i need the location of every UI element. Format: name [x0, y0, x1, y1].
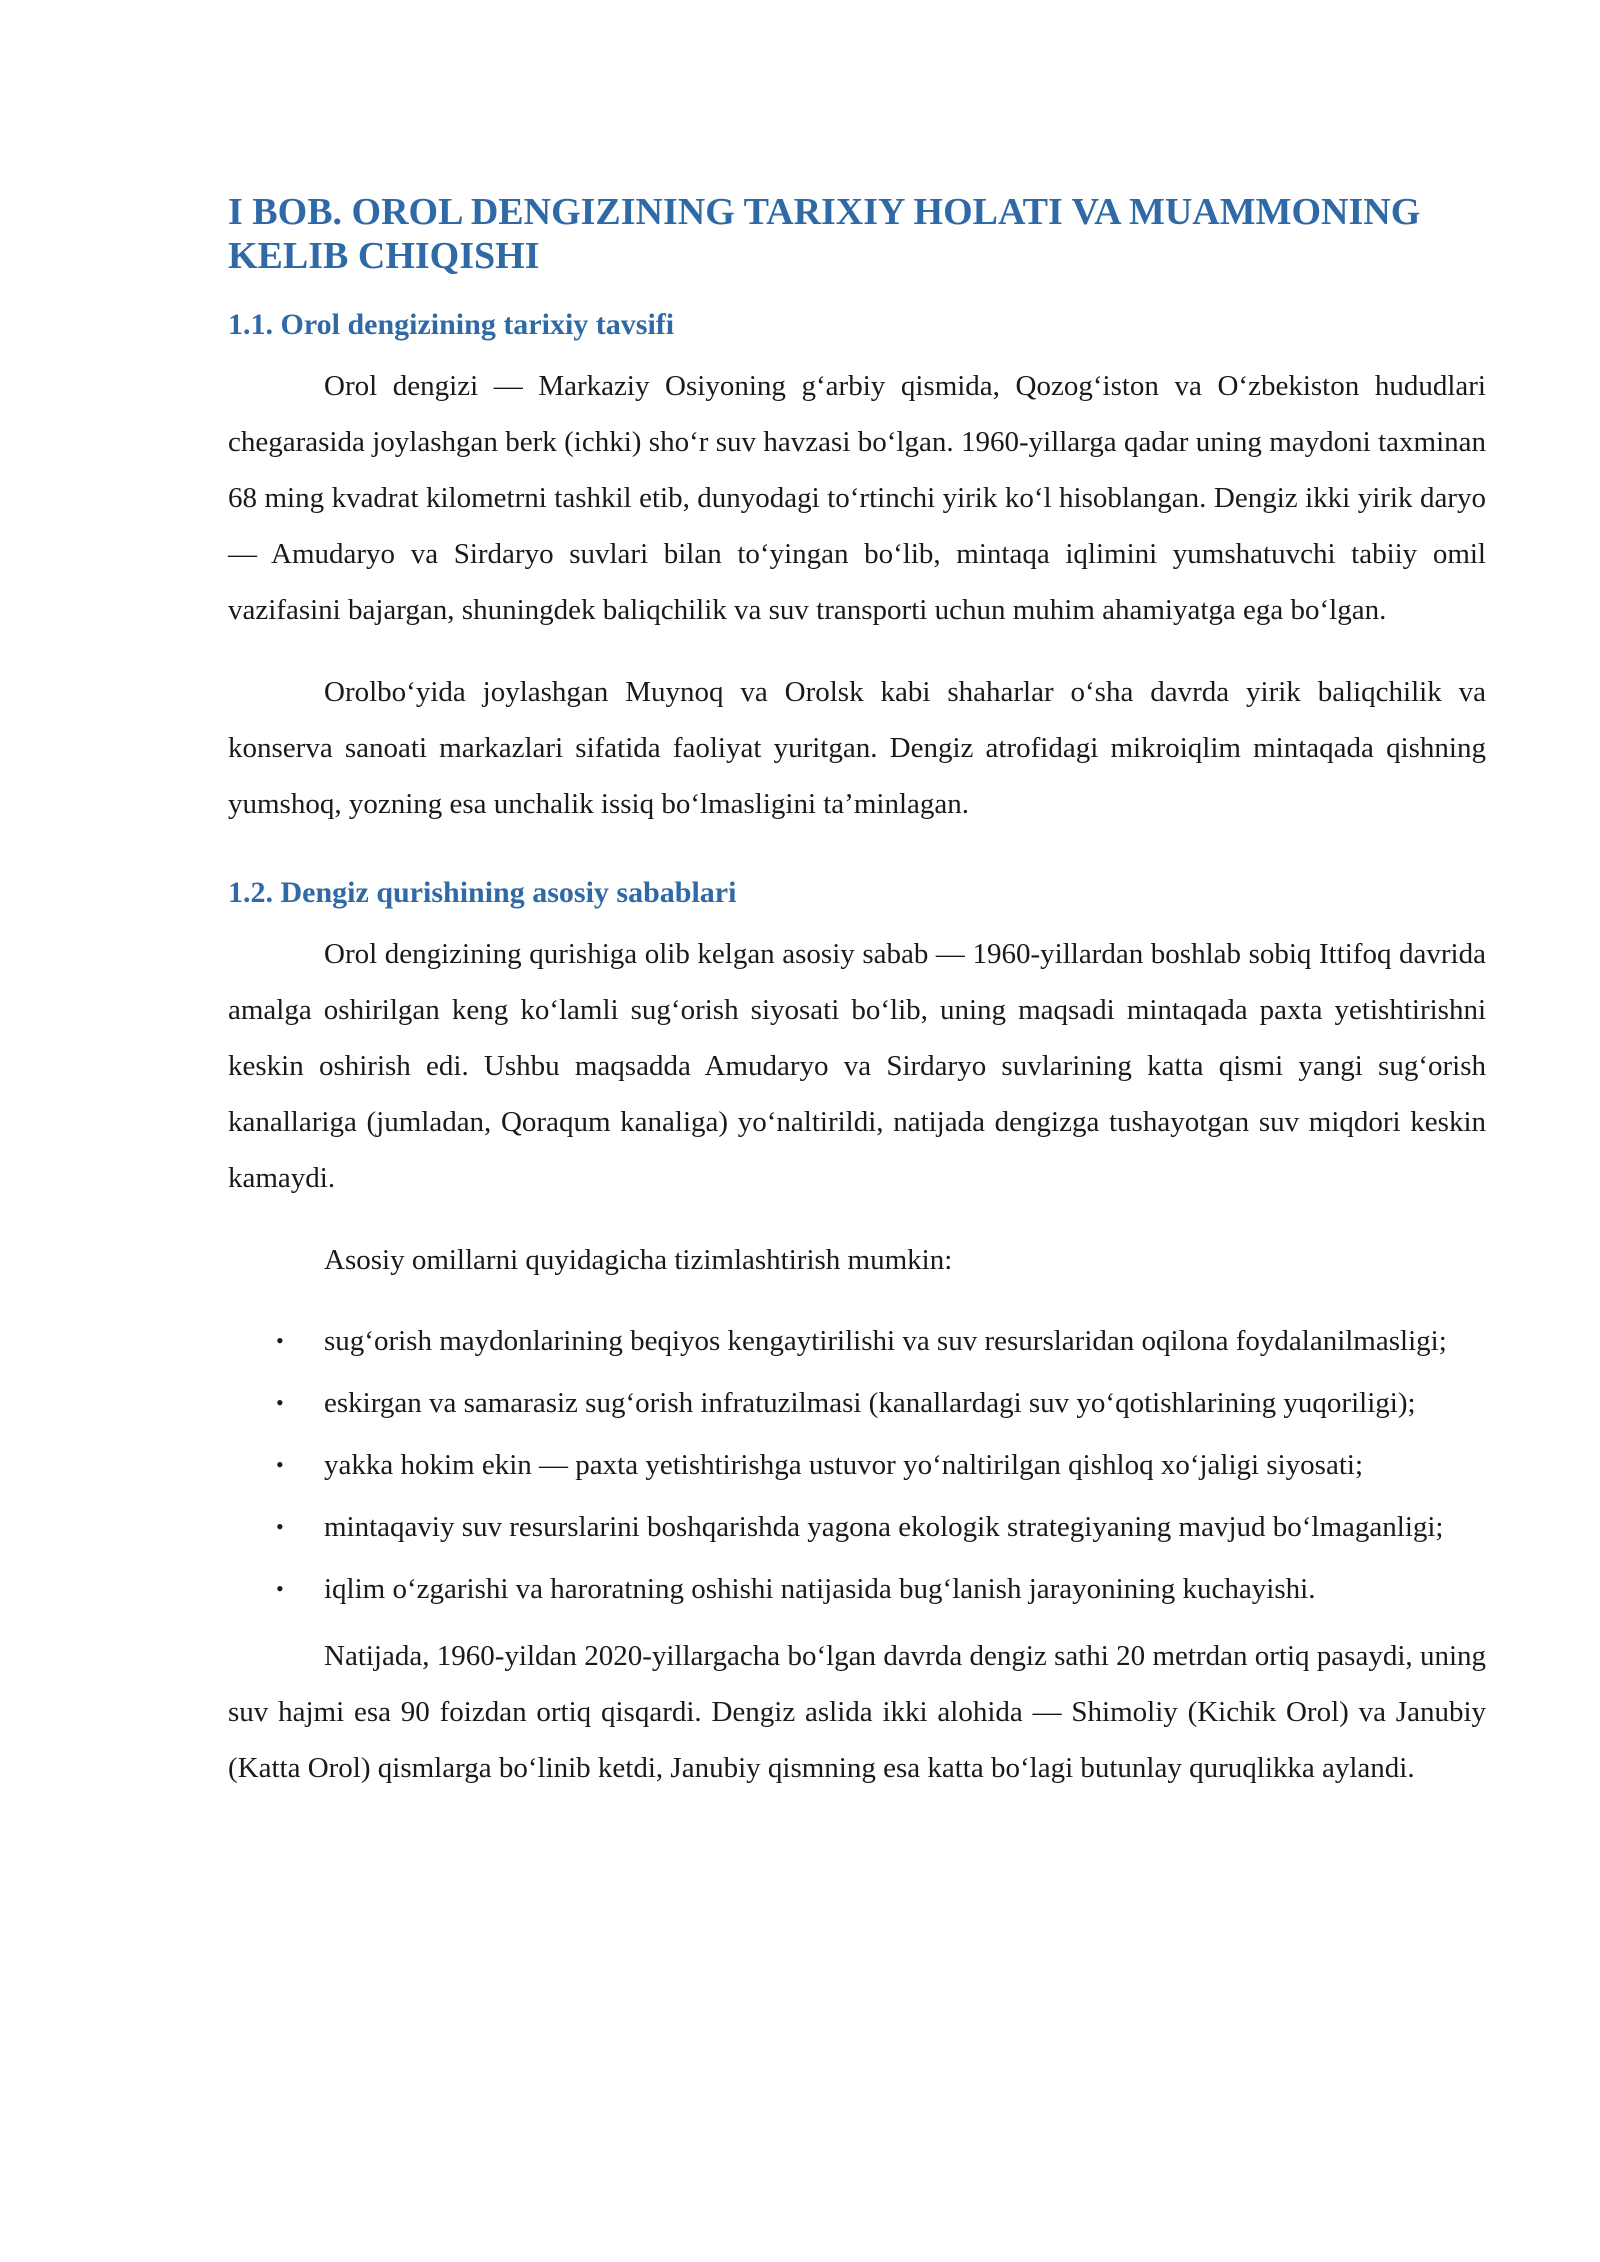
bullet-text: sug‘orish maydonlarining beqiyos kengaytirilishi va suv resurslaridan oqilona foydalanilmasligi; [324, 1325, 1447, 1357]
bullet-item [228, 1566, 1486, 1612]
bullet-item [228, 1504, 1486, 1550]
factors-bullet-list [228, 1318, 1486, 1612]
paragraph-1-1-1: Orol dengizi — Markaziy Osiyoning g‘arbiy qismida, Qozog‘iston va O‘zbekiston hududlari chegarasida joylashgan berk (ichki) sho‘r suv havzasi bo‘lgan. 1960-yillarga qadar uning maydoni taxminan 68 ming kvadrat kilometrni tashkil etib, dunyodagi to‘rtinchi yirik ko‘l hisoblangan. Dengiz ikki yirik daryo — Amudaryo va Sirdaryo suvlari bilan to‘yingan bo‘lib, mintaqa iqlimini yumshatuvchi tabiiy omil vazifasini bajargan, shuningdek baliqchilik va suv transporti uchun muhim ahamiyatga ega bo‘lgan. [228, 370, 1486, 626]
bullet-item [228, 1318, 1486, 1364]
bullet-text: iqlim o‘zgarishi va haroratning oshishi natijasida bug‘lanish jarayonining kuchayishi. [324, 1573, 1316, 1605]
chapter-title: I BOB. OROL DENGIZINING TARIXIY HOLATI VA MUAMMONING KELIB CHIQISHI [228, 191, 1421, 277]
bullet-item [228, 1442, 1486, 1488]
paragraph-1-2-1: Orol dengizining qurishiga olib kelgan asosiy sabab — 1960-yillardan boshlab sobiq Ittifoq davrida amalga oshirilgan keng ko‘lamli sug‘orish siyosati bo‘lib, uning maqsadi mintaqada paxta yetishtirishni keskin oshirish edi. Ushbu maqsadda Amudaryo va Sirdaryo suvlarining katta qismi yangi sug‘orish kanallariga (jumladan, Qoraqum kanaliga) yo‘naltirildi, natijada dengizga tushayotgan suv miqdori keskin kamaydi. [228, 938, 1486, 1194]
paragraph-1-2-closing: Natijada, 1960-yildan 2020-yillargacha bo‘lgan davrda dengiz sathi 20 metrdan ortiq pasaydi, uning suv hajmi esa 90 foizdan ortiq qisqardi. Dengiz aslida ikki alohida — Shimoliy (Kichik Orol) va Janubiy (Katta Orol) qismlarga bo‘linib ketdi, Janubiy qismning esa katta bo‘lagi butunlay quruqlikka aylandi. [228, 1640, 1486, 1784]
section-title-1-1: 1.1. Orol dengizining tarixiy tavsifi [228, 308, 675, 341]
bullet-icon: • [276, 1390, 284, 1415]
bullet-text: yakka hokim ekin — paxta yetishtirishga ustuvor yo‘naltirilgan qishloq xo‘jaligi siyosati; [324, 1449, 1364, 1481]
bullet-icon: • [276, 1514, 284, 1539]
bullet-text: mintaqaviy suv resurslarini boshqarishda yagona ekologik strategiyaning mavjud bo‘lmaganligi; [324, 1511, 1444, 1543]
bullet-item [228, 1380, 1486, 1426]
bullet-text: eskirgan va samarasiz sug‘orish infratuzilmasi (kanallardagi suv yo‘qotishlarining yuqoriligi); [324, 1387, 1416, 1419]
document-content [228, 190, 1486, 1796]
paragraph-1-2-intro: Asosiy omillarni quyidagicha tizimlashtirish mumkin: [324, 1244, 953, 1276]
section-title-1-2: 1.2. Dengiz qurishining asosiy sabablari [228, 876, 737, 909]
paragraph-1-1-2: Orolbo‘yida joylashgan Muynoq va Orolsk kabi shaharlar o‘sha davrda yirik baliqchilik va konserva sanoati markazlari sifatida faoliyat yuritgan. Dengiz atrofidagi mikroiqlim mintaqada qishning yumshoq, yozning esa unchalik issiq bo‘lmasligini ta’minlagan. [228, 676, 1486, 820]
bullet-icon: • [276, 1328, 284, 1353]
bullet-icon: • [276, 1576, 284, 1601]
bullet-icon: • [276, 1452, 284, 1477]
